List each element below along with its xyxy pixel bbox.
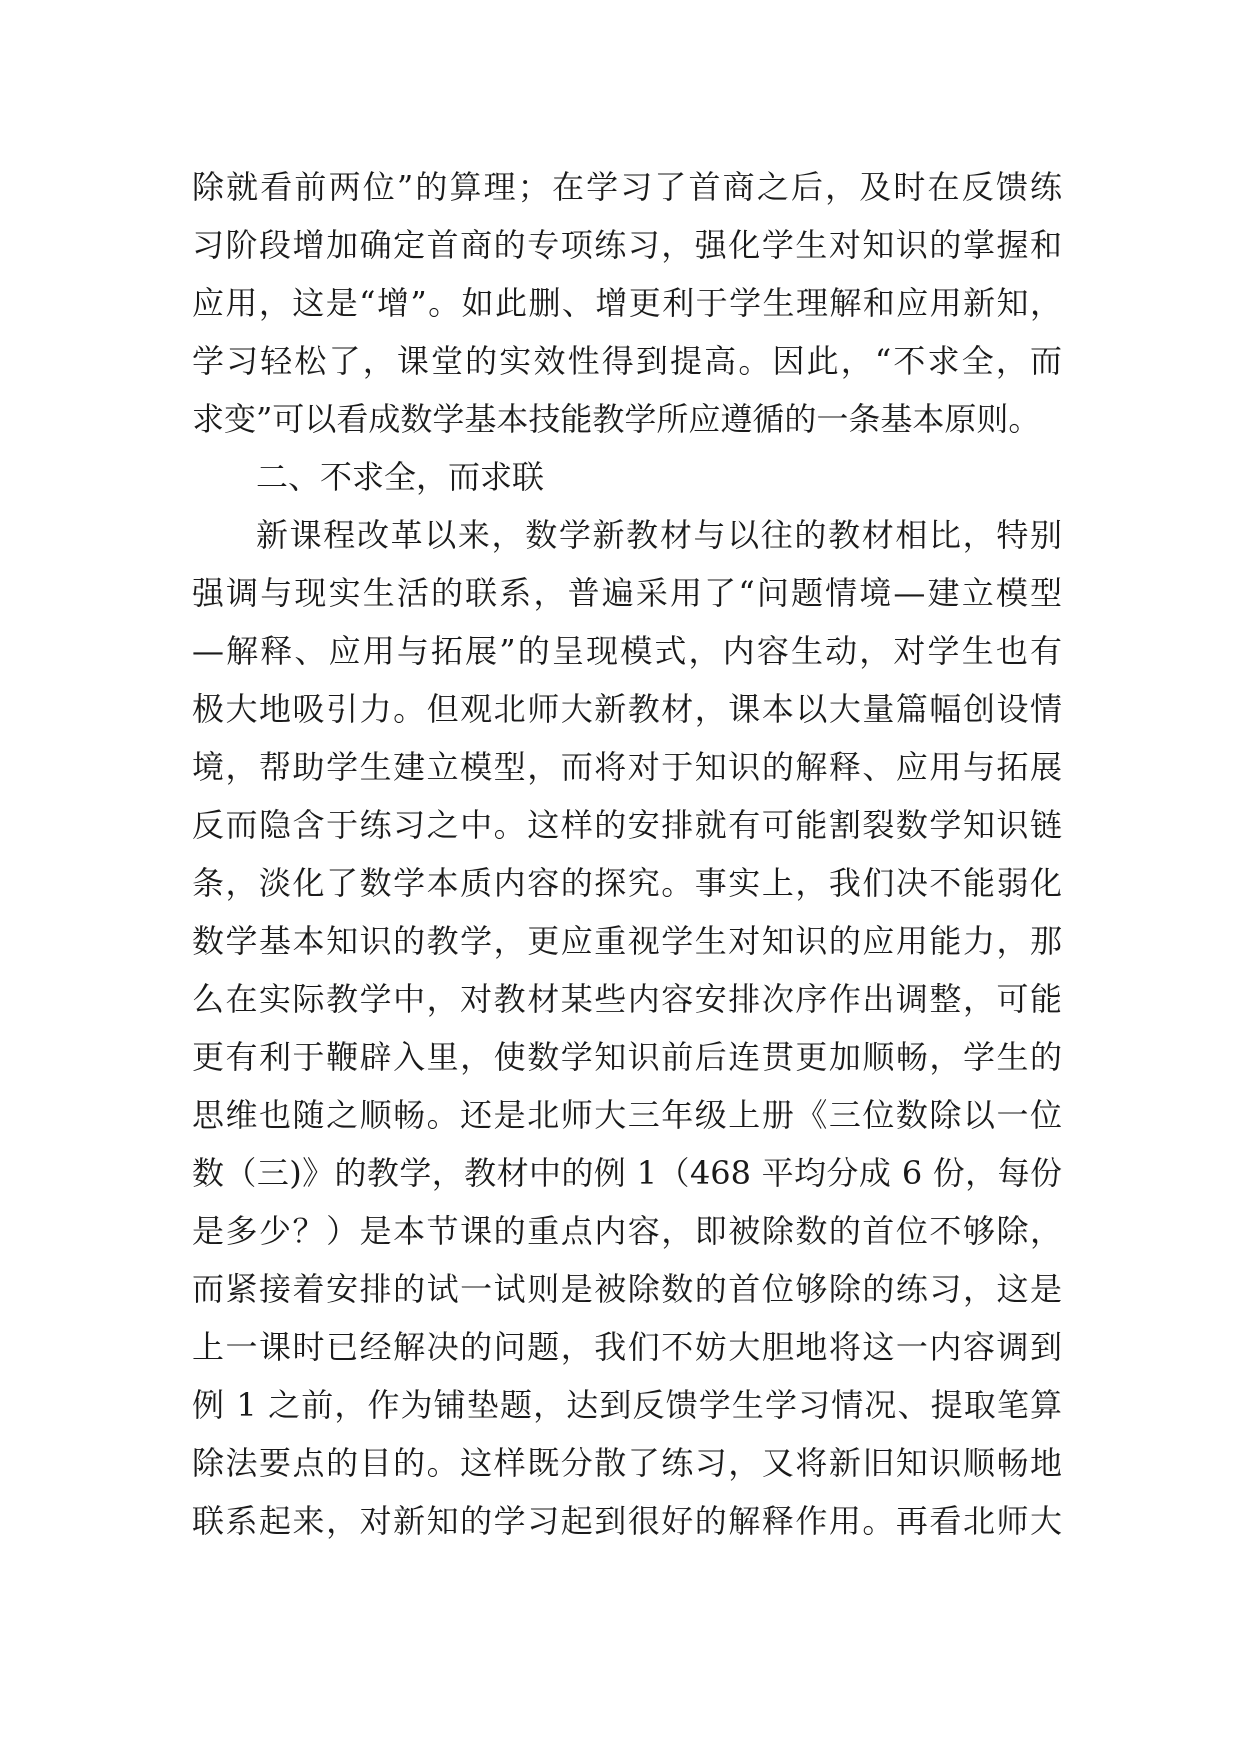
text-line: 数（三)》的教学，教材中的例 1（468 平均分成 6 份，每份 [192,1154,1062,1192]
text-line: 学习轻松了，课堂的实效性得到提高。因此，“不求全，而 [192,342,1062,380]
text-line: 联系起来，对新知的学习起到很好的解释作用。再看北师大 [192,1502,1062,1540]
text-line: 是多少？）是本节课的重点内容，即被除数的首位不够除， [192,1212,1062,1250]
text-line: 除就看前两位”的算理；在学习了首商之后，及时在反馈练 [192,168,1062,206]
text-line: 除法要点的目的。这样既分散了练习，又将新旧知识顺畅地 [192,1444,1062,1482]
text-line: 数学基本知识的教学，更应重视学生对知识的应用能力，那 [192,922,1062,960]
text-line: 境，帮助学生建立模型，而将对于知识的解释、应用与拓展 [192,748,1062,786]
text-line: 求变”可以看成数学基本技能教学所应遵循的一条基本原则。 [192,400,1041,438]
text-line: 反而隐含于练习之中。这样的安排就有可能割裂数学知识链 [192,806,1062,844]
text-line: 而紧接着安排的试一试则是被除数的首位够除的练习，这是 [192,1270,1062,1308]
text-line: 例 1 之前，作为铺垫题，达到反馈学生学习情况、提取笔算 [192,1386,1062,1424]
text-line: 应用，这是“增”。如此删、增更利于学生理解和应用新知， [192,284,1062,322]
text-line: 条，淡化了数学本质内容的探究。事实上，我们决不能弱化 [192,864,1062,902]
text-line: 极大地吸引力。但观北师大新教材，课本以大量篇幅创设情 [192,690,1062,728]
body-text [192,158,1062,1550]
text-line: 更有利于鞭辟入里，使数学知识前后连贯更加顺畅，学生的 [192,1038,1062,1076]
text-line: 习阶段增加确定首商的专项练习，强化学生对知识的掌握和 [192,226,1062,264]
text-line: —解释、应用与拓展”的呈现模式，内容生动，对学生也有 [192,632,1062,670]
section-heading: 二、不求全，而求联 [256,458,545,496]
text-line: 新课程改革以来，数学新教材与以往的教材相比，特别 [256,516,1062,554]
text-line: 思维也随之顺畅。还是北师大三年级上册《三位数除以一位 [192,1096,1062,1134]
text-line: 上一课时已经解决的问题，我们不妨大胆地将这一内容调到 [192,1328,1062,1366]
text-line: 强调与现实生活的联系，普遍采用了“问题情境—建立模型 [192,574,1062,612]
text-line: 么在实际教学中，对教材某些内容安排次序作出调整，可能 [192,980,1062,1018]
